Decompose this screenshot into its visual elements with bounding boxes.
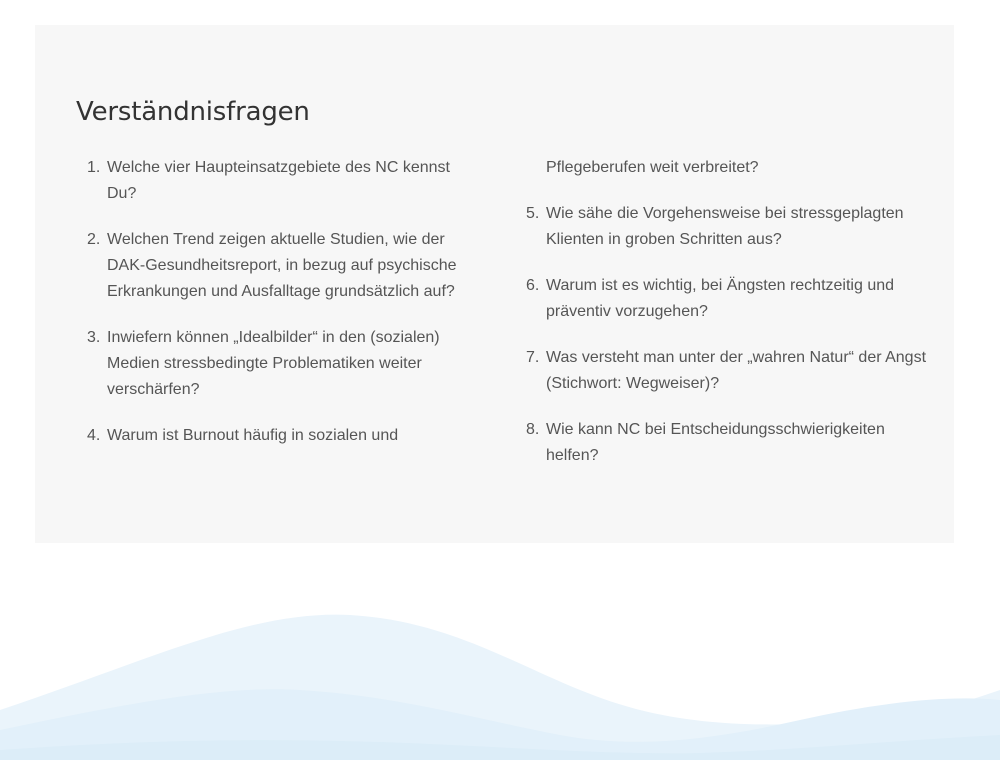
question-text: Warum ist es wichtig, bei Ängsten rechtzeitig und präventiv vorzugehen? [546, 277, 895, 320]
question-text: Welche vier Haupteinsatzgebiete des NC kennst Du? [107, 159, 450, 202]
question-2 [87, 227, 477, 305]
question-7 [526, 345, 926, 397]
question-number: 7. [526, 349, 540, 366]
question-number: 6. [526, 277, 540, 294]
question-text: Inwiefern können „Idealbilder“ in den (sozialen) Medien stressbedingte Problematiken weiter verschärfen? [107, 329, 440, 398]
question-number: 3. [87, 329, 101, 346]
questions-list-right [526, 155, 926, 489]
decorative-waves [0, 590, 1000, 760]
questions-list-left [87, 155, 477, 469]
question-4 [87, 423, 477, 449]
question-number: 8. [526, 421, 540, 438]
question-text: Was versteht man unter der „wahren Natur“ der Angst (Stichwort: Wegweiser)? [546, 349, 927, 392]
question-number: 2. [87, 231, 101, 248]
section-title: Verständnisfragen [76, 97, 310, 127]
question-8 [526, 417, 926, 469]
question-5 [526, 201, 926, 253]
question-text: Wie sähe die Vorgehensweise bei stressgeplagten Klienten in groben Schritten aus? [546, 205, 904, 248]
question-1 [87, 155, 477, 207]
question-number: 4. [87, 427, 101, 444]
question-6 [526, 273, 926, 325]
question-text: Wie kann NC bei Entscheidungsschwierigkeiten helfen? [546, 421, 885, 464]
question-number: 1. [87, 159, 101, 176]
question-text: Warum ist Burnout häufig in sozialen und [107, 427, 399, 444]
question-text: Welchen Trend zeigen aktuelle Studien, wie der DAK-Gesundheitsreport, in bezug auf psychische Erkrankungen und Ausfalltage grundsätzlich auf? [107, 231, 457, 300]
question-number: 5. [526, 205, 540, 222]
question-3 [87, 325, 477, 403]
question-4-continued: Pflegeberufen weit verbreitet? [546, 159, 759, 176]
questions-card [35, 25, 954, 543]
